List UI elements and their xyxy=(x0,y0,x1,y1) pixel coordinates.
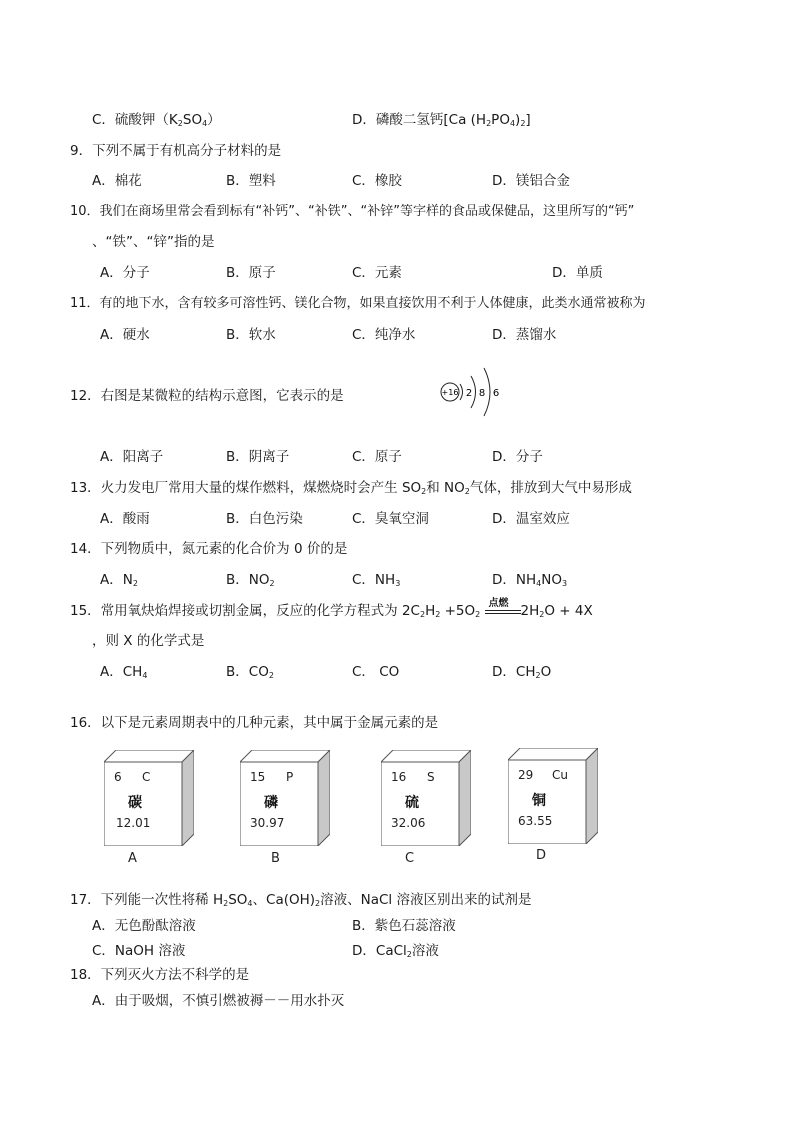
q15-stem-line2: ，则 X 的化学式是 xyxy=(92,633,205,649)
element-mass: 30.97 xyxy=(250,816,285,830)
element-mass: 63.55 xyxy=(518,814,553,828)
q8-option-c: C．硫酸钾$(K_2SO_4)$ xyxy=(92,112,221,128)
q14-stem: 14．下列物质中，氮元素的化合价为 0 价的是 xyxy=(70,541,348,557)
element-card-carbon xyxy=(104,750,194,846)
q17-option-c: C．NaOH 溶液 xyxy=(92,943,186,959)
q9-option-a: A．棉花 xyxy=(92,173,142,189)
q9-option-b: B．塑料 xyxy=(226,173,276,189)
q17-option-b: B．紫色石蕊溶液 xyxy=(352,918,456,934)
element-symbol: C xyxy=(142,770,151,784)
element-label-a: A xyxy=(128,851,137,866)
q10-option-c: C．元素 xyxy=(352,265,402,281)
q12-option-c: C．原子 xyxy=(352,449,402,465)
q13-option-c: C．臭氧空洞 xyxy=(352,511,429,527)
q12-option-b: B．阴离子 xyxy=(226,449,290,465)
q15-option-a: A．$CH_4$ xyxy=(100,664,148,680)
q17-option-d: D．CaCl$_2$溶液 xyxy=(352,943,439,959)
q11-option-c: C．纯净水 xyxy=(352,327,416,343)
q9-option-d: D．镁铝合金 xyxy=(492,173,570,189)
element-label-c: C xyxy=(405,851,415,866)
q11-stem: 11．有的地下水，含有较多可溶性钙、镁化合物，如果直接饮用不利于人体健康，此类水通常被称为 xyxy=(70,296,646,311)
element-number: 16 xyxy=(391,770,407,784)
q17-option-a: A．无色酚酞溶液 xyxy=(92,918,196,934)
q14-option-d: D．$NH_4NO_3$ xyxy=(492,572,568,588)
q15-option-b: B．$CO_2$ xyxy=(226,664,274,680)
q12-option-a: A．阳离子 xyxy=(100,449,164,465)
reaction-condition: 点燃 xyxy=(488,598,509,609)
q11-option-b: B．软水 xyxy=(226,327,276,343)
element-symbol: S xyxy=(427,770,435,784)
shell-1-electrons: 2 xyxy=(465,388,473,399)
q10-option-b: B．原子 xyxy=(226,265,276,281)
q10-option-d: D．单质 xyxy=(552,265,603,281)
q13-option-b: B．白色污染 xyxy=(226,511,303,527)
reaction-arrow xyxy=(485,598,521,618)
q18-stem: 18．下列灭火方法不科学的是 xyxy=(70,967,250,983)
element-card-copper xyxy=(508,748,598,844)
q13-option-d: D．温室效应 xyxy=(492,511,570,527)
q9-stem: 9．下列不属于有机高分子材料的是 xyxy=(70,143,282,159)
q15-stem: 15．常用氧炔焰焊接或切割金属，反应的化学方程式为 $2C_2H_2 +5O_2$ 点燃 $2H_2O + 4X$ xyxy=(70,599,593,619)
q15-option-d: D．$CH_2O$ xyxy=(492,664,552,680)
element-name: 铜 xyxy=(532,793,546,809)
element-symbol: P xyxy=(286,770,294,784)
q14-option-c: C．$NH_3$ xyxy=(352,572,401,588)
element-number: 6 xyxy=(114,770,122,784)
q13-stem: 13．火力发电厂常用大量的煤作燃料，煤燃烧时会产生 $SO_2$和 $NO_2$气体，排放到大气中易形成 xyxy=(70,480,632,496)
element-name: 硫 xyxy=(405,795,419,811)
q8-option-d: D．磷酸二氢钙[Ca $(H_2PO_4)_2$] xyxy=(352,112,531,128)
q12-stem: 12．右图是某微粒的结构示意图，它表示的是 xyxy=(70,388,344,404)
shell-2-electrons: 8 xyxy=(478,388,486,399)
element-label-d: D xyxy=(536,848,547,863)
q15-option-c: C． CO xyxy=(352,664,400,680)
q14-option-a: A．$N_2$ xyxy=(100,572,138,588)
element-number: 15 xyxy=(250,770,266,784)
nucleus-charge: +16 xyxy=(441,388,459,397)
q17-stem: 17．下列能一次性将稀 $H_2SO_4$、$Ca(OH)_2$溶液、NaCl 溶液区别出来的试剂是 xyxy=(70,892,532,908)
q13-option-a: A．酸雨 xyxy=(100,511,150,527)
element-card-sulfur xyxy=(381,750,471,846)
element-number: 29 xyxy=(518,768,534,782)
element-mass: 12.01 xyxy=(116,816,151,830)
element-card-phosphorus xyxy=(240,750,330,846)
q10-stem-line2: 、“铁”、“锌”指的是 xyxy=(92,234,215,250)
element-symbol: Cu xyxy=(552,768,568,782)
q11-option-d: D．蒸馏水 xyxy=(492,327,557,343)
q14-option-b: B．$NO_2$ xyxy=(226,572,275,588)
element-name: 磷 xyxy=(264,795,278,811)
q10-option-a: A．分子 xyxy=(100,265,150,281)
element-label-b: B xyxy=(271,851,280,866)
shell-3-electrons: 6 xyxy=(492,388,500,399)
q18-option-a: A．由于吸烟，不慎引燃被褥－－用水扑灭 xyxy=(92,993,345,1009)
element-name: 碳 xyxy=(128,795,142,811)
q11-option-a: A．硬水 xyxy=(100,327,150,343)
q12-option-d: D．分子 xyxy=(492,449,543,465)
q10-stem-line1: 10．我们在商场里常会看到标有“补钙”、“补铁”、“补锌”等字样的食品或保健品，这里所写的“钙” xyxy=(70,204,635,219)
atom-structure-diagram xyxy=(438,362,508,422)
q16-stem: 16．以下是元素周期表中的几种元素，其中属于金属元素的是 xyxy=(70,715,439,731)
q9-option-c: C．橡胶 xyxy=(352,173,402,189)
element-mass: 32.06 xyxy=(391,816,426,830)
